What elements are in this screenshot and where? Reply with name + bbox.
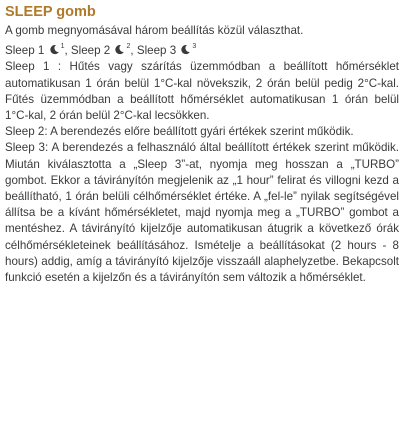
sleep1-description: Sleep 1 : Hűtés vagy szárítás üzemmódban a beállított hőmérséklet automatikusan 1 órán belül 1°C-kal növekszik, 2 órán belül pedig 2°C-kal. Fűtés üzemmódban a beállított hőmérséklet automatikusan 1 órán belül 1°C-kal, 2 órán belül 2°C-kal lecsökken.: [5, 60, 399, 123]
sleep-mode-label: Sleep 3: [136, 44, 177, 58]
sleep-mode-separator: ,: [64, 44, 71, 58]
sleep-mode-3: [137, 44, 196, 57]
sleep-mode-separator: ,: [130, 44, 137, 58]
sleep-mode-superscript: 1: [60, 43, 65, 51]
sleep2-description: Sleep 2: A berendezés előre beállított gyári értékek szerint működik.: [5, 125, 354, 139]
sleep-mode-superscript: 2: [126, 43, 131, 51]
moon-icon: [180, 44, 191, 55]
title-rest: gomb: [52, 4, 96, 20]
intro-text: A gomb megnyomásával három beállítás közül választhat.: [5, 24, 304, 37]
sleep-mode-1: [5, 44, 71, 57]
section-title: [5, 0, 399, 23]
sleep-mode-label: Sleep 2: [70, 44, 111, 58]
moon-icon: [49, 44, 60, 55]
sleep-mode-label: Sleep 1: [5, 44, 45, 58]
sleep-mode-2: [71, 44, 137, 57]
sleep-mode-superscript: 3: [192, 43, 197, 51]
title-keyword: SLEEP: [5, 4, 53, 20]
sleep3-description: Sleep 3: A berendezés a felhasználó által beállított értékek szerint működik. Miután kiválasztotta a „Sleep 3”-at, nyomja meg hosszan a „TURBO” gombot. Ekkor a távirányítón megjelenik az „1 hour” felirat és villogni kezd a beállítható, 1 órán belüli célhőmérséklet értéke. A „fel-le” nyilak segítségével állítsa be a kívánt hőmérsékletet, majd nyomja meg a „TURBO” gombot a mentéshez. A távirányító kijelzője automatikusan átugrik a következő órák célhőmérsékleteinek beállításához. Ismételje a beállításokat (2 hours - 8 hours) addig, amíg a távirányító kijelzője visszaáll alaphelyzetbe. Bekapcsolt funkció esetén a kijelzőn és a távirányítón sem változik a hőmérséklet.: [5, 141, 399, 285]
section-body: [5, 23, 399, 286]
sleep-modes-line: [5, 39, 399, 59]
moon-icon: [114, 44, 125, 55]
